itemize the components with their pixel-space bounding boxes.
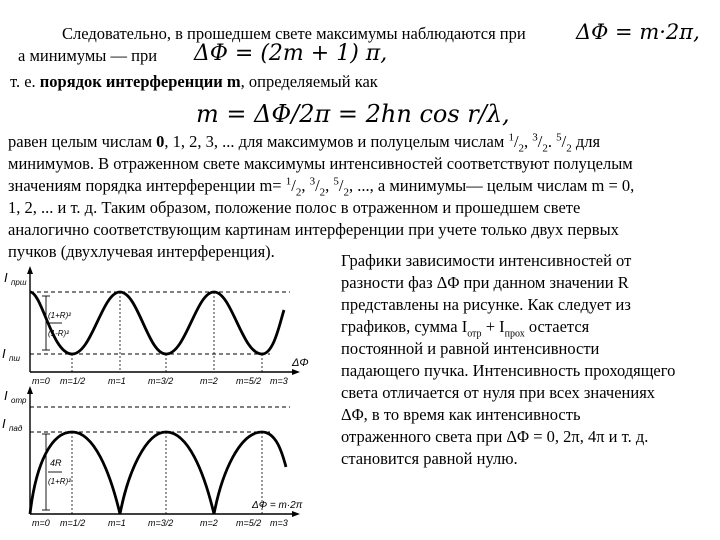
paragraph-line-3: значениям порядка интерференции $m= ^1/_2$, $^3/_2$, $^5/_2$, ..., а минимумы— целым числам m = 0,: [8, 175, 635, 199]
svg-text:m=5/2: m=5/2: [236, 518, 262, 528]
text-line-1: Следовательно, в прошедшем свете максимумы наблюдаются при: [62, 24, 526, 43]
bottom-max-label: I: [2, 416, 6, 431]
paragraph-line-6: пучков (двухлучевая интерференция).: [8, 242, 275, 261]
top-min-label: I: [2, 346, 6, 361]
svg-text:m=3/2: m=3/2: [148, 376, 174, 386]
bottom-bracket-top: 4R: [50, 458, 62, 468]
right-text-10: становится равной нулю.: [341, 449, 518, 468]
right-text-3: представлены на рисунке. Как следует из: [341, 295, 631, 314]
svg-text:m=0: m=0: [32, 518, 50, 528]
bottom-max-sub: пад: [9, 424, 23, 433]
svg-text:m=0: m=0: [32, 376, 50, 386]
bottom-m-labels: [32, 518, 288, 528]
right-text-7: света отличается от нуля при всех значениях: [341, 383, 656, 402]
formula-order: m = ΔΦ/2π = 2hn cos r/λ,: [196, 100, 510, 128]
svg-text:m=3: m=3: [270, 376, 288, 386]
right-text-6: падающего пучка. Интенсивность проходящего: [341, 361, 676, 380]
intensity-graphs: [0, 262, 335, 532]
svg-text:m=1/2: m=1/2: [60, 376, 86, 386]
svg-text:m=3: m=3: [270, 518, 288, 528]
right-text-1: Графики зависимости интенсивностей от: [341, 251, 632, 270]
bottom-y-label: I: [4, 388, 8, 403]
svg-text:m=2: m=2: [200, 376, 218, 386]
svg-text:m=5/2: m=5/2: [236, 376, 262, 386]
svg-text:m=3/2: m=3/2: [148, 518, 174, 528]
right-text-5: постоянной и равной интенсивности: [341, 339, 600, 358]
bottom-y-sub: отр: [11, 396, 27, 405]
right-text-4: графиков, сумма $I_{отр} + I_{прох}$ остается: [341, 317, 590, 340]
bottom-bracket-bot: (1+R)²: [48, 477, 71, 486]
text-line-2: а минимумы — при: [18, 46, 158, 65]
svg-text:m=1: m=1: [108, 518, 126, 528]
paragraph-line-5: аналогично соответствующим картинам интерференции при учете только двух первых: [8, 220, 619, 239]
formula-max: ΔΦ = m·2π,: [576, 20, 700, 44]
top-y-sub: прш: [11, 278, 27, 287]
transmitted-graph: [2, 266, 309, 386]
svg-text:m=2: m=2: [200, 518, 218, 528]
top-y-label: I: [4, 270, 8, 285]
top-bracket-top: (1+R)²: [48, 311, 71, 320]
text-line-3: т. е. порядок интерференции m, определяемый как: [10, 72, 378, 91]
formula-min: ΔΦ = (2m + 1) π,: [194, 41, 388, 66]
paragraph-line-1: равен целым числам 0, 1, 2, 3, ... для максимумов и полуцелым числам $^1/_2$, $^3/_2$. $^5/_2$ для: [8, 131, 601, 155]
top-m-labels: [32, 376, 288, 386]
top-min-sub: пш: [9, 354, 21, 363]
top-bracket-bot: (1-R)²: [48, 329, 69, 338]
reflected-graph: [2, 386, 303, 528]
paragraph-line-2: минимумов. В отраженном свете максимумы интенсивностей соответствуют полуцелым: [8, 154, 633, 173]
right-text-2: разности фаз ΔΦ при данном значении R: [341, 273, 629, 292]
right-text-9: отраженного света при ΔΦ = 0, 2π, 4π и т. д.: [341, 427, 649, 446]
top-x-label: ΔΦ: [292, 357, 309, 369]
bottom-x-label: ΔΦ = m·2π: [252, 500, 303, 511]
svg-text:m=1: m=1: [108, 376, 126, 386]
svg-text:m=1/2: m=1/2: [60, 518, 86, 528]
paragraph-line-4: 1, 2, ... и т. д. Таким образом, положение полос в отраженном и прошедшем свете: [8, 198, 581, 217]
right-text-8: ΔΦ, в то время как интенсивность: [341, 405, 581, 424]
